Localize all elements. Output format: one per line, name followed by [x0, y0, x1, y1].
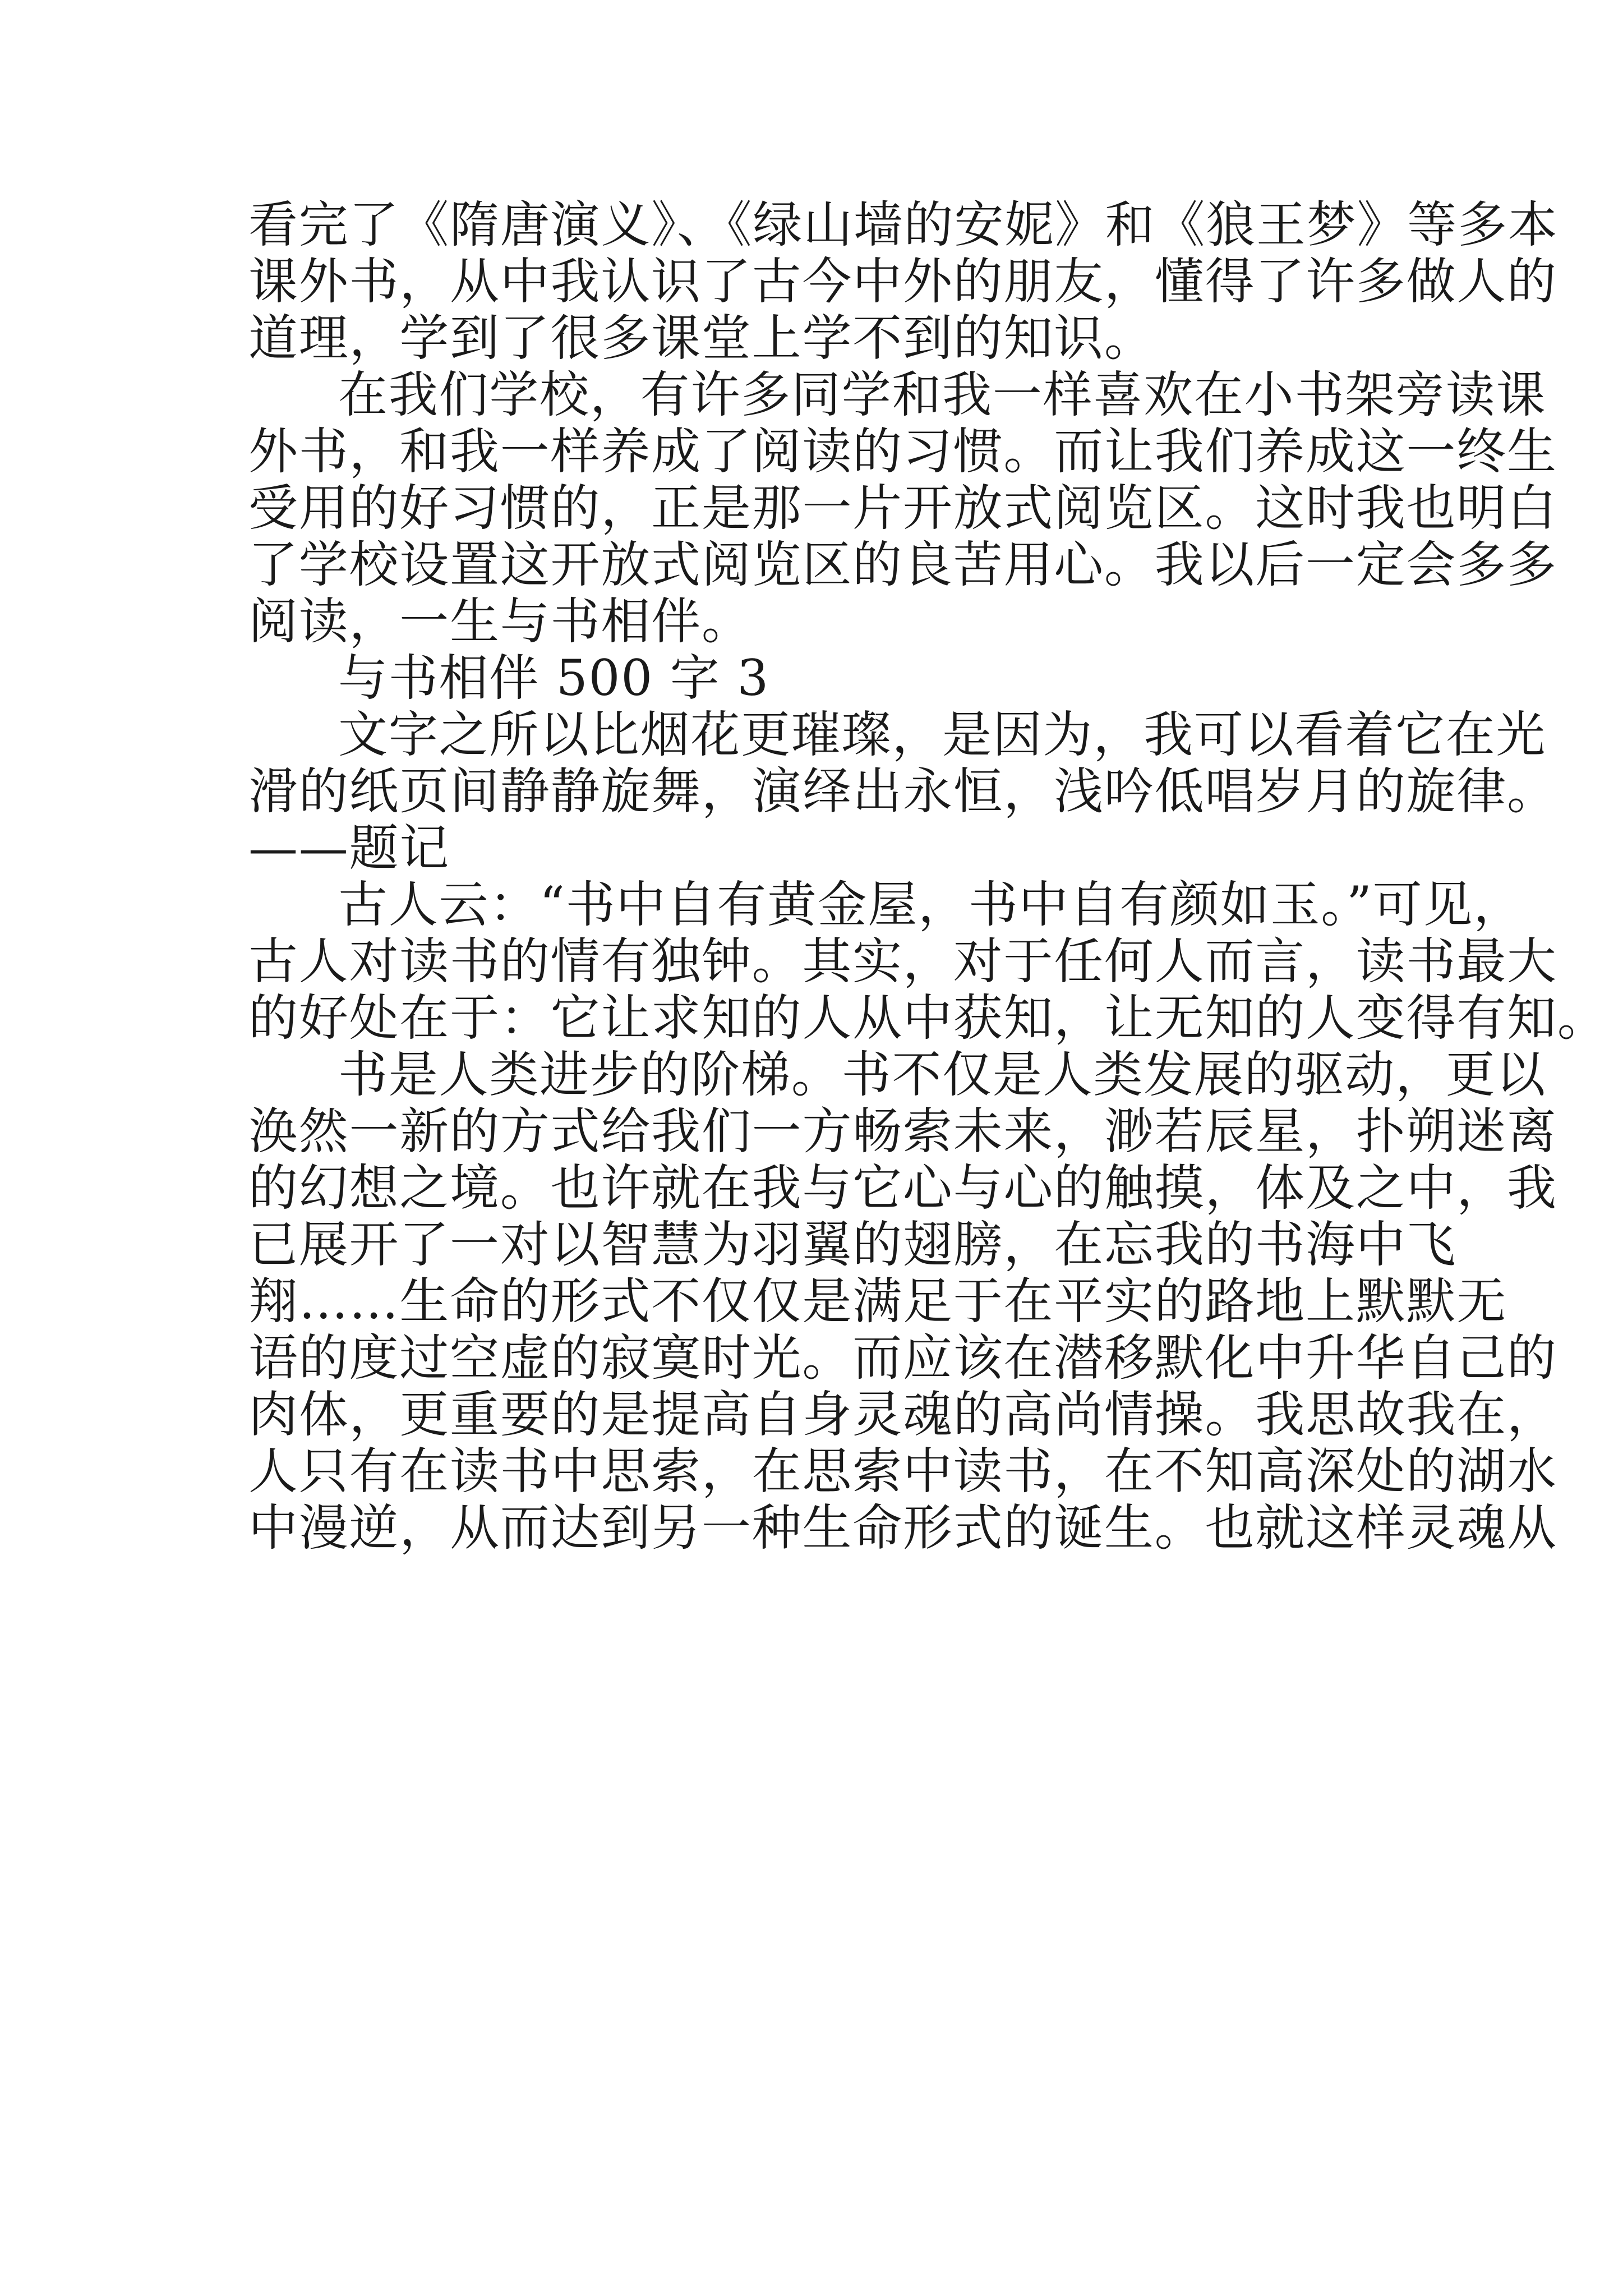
text-line: 道理，学到了很多课堂上学不到的知识。 — [248, 309, 1155, 367]
epigraph-attribution: ——题记 — [248, 819, 450, 877]
text-line: 在我们学校，有许多同学和我一样喜欢在小书架旁读课 — [338, 366, 1547, 424]
text-line: 看完了《隋唐演义》、《绿山墙的安妮》和《狼王梦》等多本 — [248, 196, 1559, 254]
section-heading: 与书相伴 500 字 3 — [338, 649, 769, 707]
text-line: 受用的好习惯的，正是那一片开放式阅览区。这时我也明白 — [248, 479, 1557, 537]
text-line: 古人云：“书中自有黄金屋，书中自有颜如玉。”可见， — [338, 876, 1524, 933]
text-line: 滑的纸页间静静旋舞，演绎出永恒，浅吟低唱岁月的旋律。 — [248, 762, 1557, 820]
text-line: 文字之所以比烟花更璀璨，是因为，我可以看着它在光 — [338, 706, 1547, 763]
text-line: 已展开了一对以智慧为羽翼的翅膀，在忘我的书海中飞 — [248, 1216, 1457, 1273]
text-line: 人只有在读书中思索，在思索中读书，在不知高深处的湖水 — [248, 1442, 1557, 1500]
text-line: 涣然一新的方式给我们一方畅索未来，渺若辰星，扑朔迷离 — [248, 1102, 1557, 1160]
text-line: 中漫逆，从而达到另一种生命形式的诞生。也就这样灵魂从 — [248, 1499, 1557, 1557]
text-line: 翔……生命的形式不仅仅是满足于在平实的路地上默默无 — [248, 1272, 1507, 1330]
text-line: 课外书，从中我认识了古今中外的朋友，懂得了许多做人的 — [248, 252, 1557, 310]
text-line: 的幻想之境。也许就在我与它心与心的触摸，体及之中，我 — [248, 1159, 1557, 1217]
text-line: 肉体，更重要的是提高自身灵魂的高尚情操。我思故我在， — [248, 1386, 1557, 1443]
body-text — [248, 196, 1608, 1557]
text-line: 的好处在于：它让求知的人从中获知，让无知的人变得有知。 — [248, 989, 1608, 1047]
text-line: 阅读，一生与书相伴。 — [248, 592, 752, 650]
text-line: 古人对读书的情有独钟。其实，对于任何人而言，读书最大 — [248, 932, 1557, 990]
text-line: 书是人类进步的阶梯。书不仅是人类发展的驱动，更以 — [338, 1046, 1547, 1103]
text-line: 了学校设置这开放式阅览区的良苦用心。我以后一定会多多 — [248, 536, 1557, 593]
text-line: 外书，和我一样养成了阅读的习惯。而让我们养成这一终生 — [248, 422, 1557, 480]
text-line: 语的度过空虚的寂寞时光。而应该在潜移默化中升华自己的 — [248, 1329, 1557, 1387]
